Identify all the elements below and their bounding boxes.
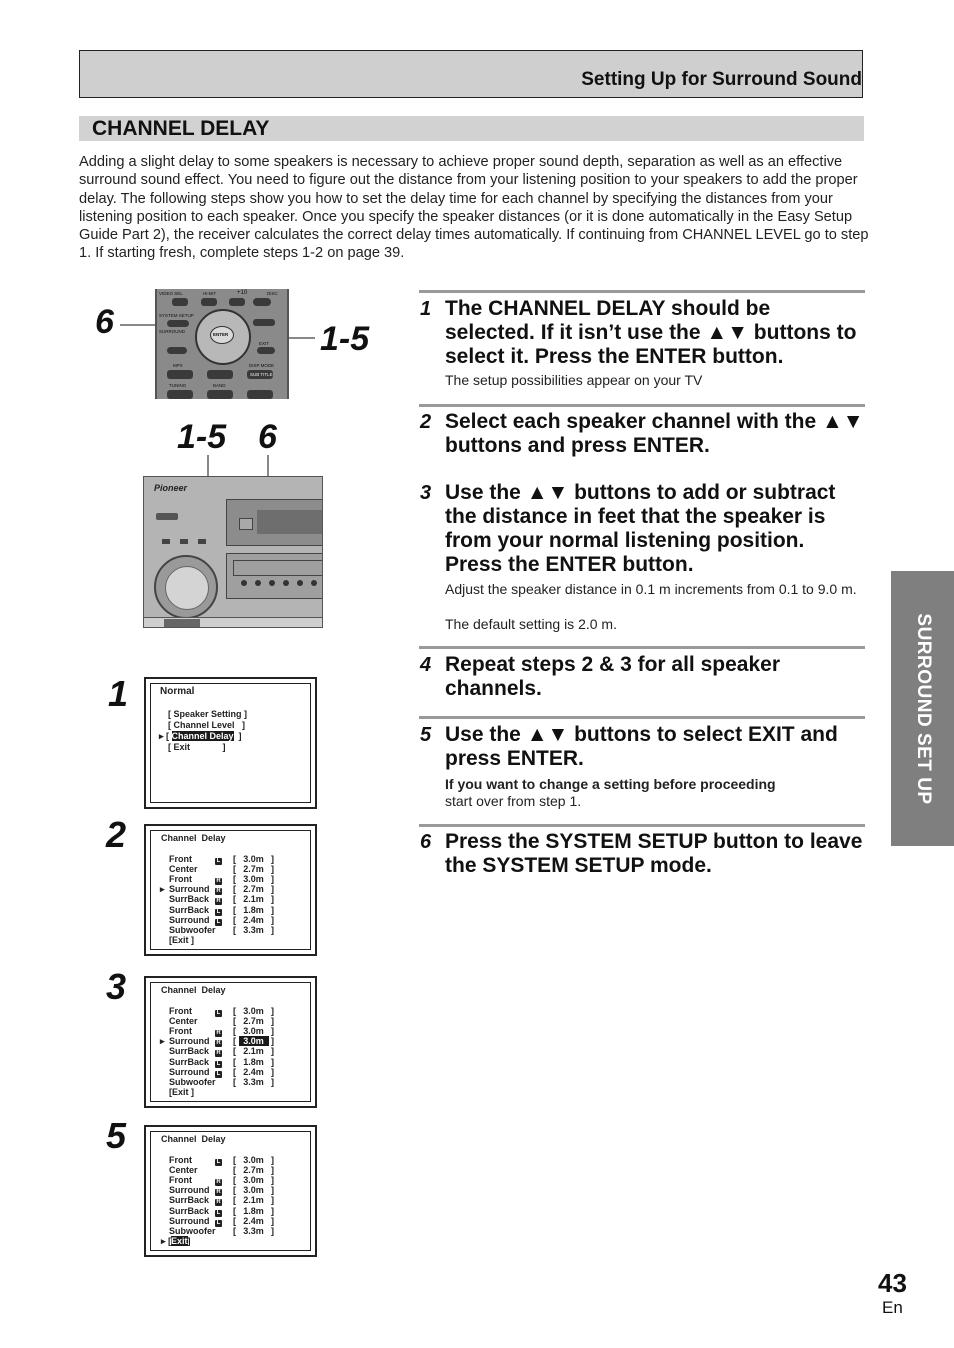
osd-channel-row: ▸ Surround R [ 3.0m ]: [160, 1036, 274, 1047]
step-title: Press the SYSTEM SETUP button to leave the SYSTEM SETUP mode.: [445, 830, 863, 877]
remote-label: TUNING: [169, 383, 187, 388]
osd-channel-name: SurrBack: [169, 1205, 210, 1216]
osd-channel-name: Surround: [169, 1215, 210, 1226]
osd-channel-row: SurrBack R [ 2.1m ]: [160, 1195, 310, 1206]
osd-channel-row: Subwoofer [ 3.3m ]: [160, 1226, 310, 1236]
side-tab: [891, 571, 954, 846]
osd-exit: [Exit ]: [169, 1087, 195, 1097]
osd-channel-row: Surround L [ 2.4m ]: [160, 915, 310, 926]
page-number: 43: [878, 1268, 907, 1298]
remote-button: [167, 370, 193, 379]
intro-paragraph: Adding a slight delay to some speakers is necessary to achieve proper sound depth, separation as well as an effective surround sound effect. You need to figure out the distance from your listening position to your speakers to add the proper delay. The following steps show you how to set the delay time for each channel by specifying the distances from your listening position to each speaker. Once you specify the speaker distances (or it is done automatically in the Easy Setup Guide Part 2), the receiver calculates the correct delay times automatically. If continuing from CHANNEL LEVEL go to step 1. If starting fresh, complete steps 1-2 on page 39.: [79, 154, 869, 262]
step-body-bold: If you want to change a setting before proceeding: [445, 776, 776, 792]
side-tab-label: SURROUND SET UP: [912, 612, 934, 805]
osd-channel-row: Surround L [ 2.4m ]: [160, 1216, 310, 1227]
osd-channel-tag: L: [216, 1219, 221, 1226]
osd-channel-name: Center: [169, 864, 198, 875]
osd-cursor: [160, 1057, 169, 1067]
system-setup-button: [167, 320, 189, 327]
osd-cursor: [160, 925, 169, 935]
osd-channel-row: Front L [ 3.0m ]: [160, 854, 310, 865]
osd-item: [ Exit ]: [168, 742, 226, 752]
osd-channel-value: 2.7m: [243, 1165, 264, 1176]
step-title: Repeat steps 2 & 3 for all speaker channels.: [445, 653, 780, 700]
osd-channel-value: 2.1m: [243, 1046, 264, 1057]
page-language: En: [882, 1298, 903, 1317]
osd-channel-tag: R: [216, 1179, 221, 1186]
osd-channel-tag: L: [216, 908, 221, 915]
osd-channel-value: 1.8m: [243, 904, 264, 915]
osd-cursor: [160, 1175, 169, 1185]
remote-label: HI-BIT: [203, 291, 216, 296]
osd-channel-tag: L: [216, 858, 221, 864]
remote-label: EXIT: [259, 341, 270, 346]
osd-channel-value: 3.0m: [243, 854, 264, 864]
osd-channel-value: 2.1m: [243, 1195, 264, 1206]
osd-channel-name: Front: [169, 1026, 192, 1037]
step-divider: [419, 716, 865, 719]
osd-channel-name: Center: [169, 1165, 198, 1176]
osd-channel-value: 3.3m: [243, 1225, 264, 1236]
step-title: Select each speaker channel with the ▲▼ buttons and press ENTER.: [445, 410, 864, 457]
remote-button: [257, 347, 275, 354]
osd-channel-value: 3.0m: [243, 1185, 264, 1196]
step-number: 2: [420, 411, 432, 433]
osd-channel-name: Surround: [169, 1066, 210, 1077]
osd-channel-value: 3.0m: [243, 1026, 264, 1037]
osd-channel-value: 3.0m: [243, 1175, 264, 1186]
osd-item: [ Speaker Setting ]: [168, 709, 248, 719]
osd-screen-channel-delay-3: [144, 976, 317, 1108]
osd-channel-name: Front: [169, 1155, 192, 1165]
remote-button: [247, 390, 273, 399]
remote-label: DISC: [267, 291, 278, 296]
remote-button: [253, 298, 271, 306]
osd-channel-name: Surround: [169, 884, 210, 895]
osd-channel-row: SurrBack L [ 1.8m ]: [160, 1206, 310, 1217]
osd-channel-value: 2.7m: [243, 864, 264, 875]
osd-channel-name: SurrBack: [169, 1056, 210, 1067]
osd-item: [ Channel Level ]: [168, 720, 246, 730]
osd-channel-value: 3.0m: [243, 1006, 264, 1016]
osd-cursor: [160, 1165, 169, 1175]
remote-button: [207, 390, 233, 399]
remote-label: SURROUND: [159, 329, 186, 334]
osd-screen-channel-delay-5: [144, 1125, 317, 1257]
osd-channel-row: Center [ 2.7m ]: [160, 1016, 310, 1026]
osd-channel-tag: L: [216, 1209, 221, 1216]
remote-button: [253, 319, 275, 326]
remote-label: VIDEO SEL: [159, 291, 183, 296]
step-body: Adjust the speaker distance in 0.1 m increments from 0.1 to 9.0 m.: [445, 581, 857, 597]
osd-cursor: [160, 894, 169, 904]
osd-channel-row: Front L [ 3.0m ]: [160, 1155, 310, 1166]
step-body: The default setting is 2.0 m.: [445, 616, 617, 632]
osd-cursor: [160, 905, 169, 915]
osd-channel-tag: L: [216, 1159, 221, 1165]
osd-channel-name: Center: [169, 1016, 198, 1027]
osd-channel-value: 3.0m: [243, 874, 264, 885]
osd-channel-name: Front: [169, 1006, 192, 1016]
step-title: Use the ▲▼ buttons to select EXIT and press ENTER.: [445, 723, 838, 770]
osd-channel-tag: R: [216, 1050, 221, 1057]
standby-button: [156, 513, 178, 520]
remote-label: BAND: [213, 383, 226, 388]
osd-channel-name: Front: [169, 874, 192, 885]
remote-callout-1-5: 1-5: [320, 320, 370, 358]
osd-channel-name: Front: [169, 1175, 192, 1186]
volume-knob: [154, 555, 218, 619]
osd-channel-value: 2.4m: [243, 1215, 264, 1226]
remote-label: DISP MODE: [249, 363, 275, 368]
osd-channel-value: 3.3m: [243, 1076, 264, 1087]
osd-cursor: [160, 1067, 169, 1077]
osd-cursor: [160, 1185, 169, 1195]
osd-channel-row: Front R [ 3.0m ]: [160, 1175, 310, 1186]
osd-channel-value: 1.8m: [243, 1205, 264, 1216]
osd-channel-tag: R: [216, 1030, 221, 1037]
osd-cursor: [160, 1226, 169, 1236]
osd-channel-tag: L: [216, 918, 221, 925]
step-divider: [419, 404, 865, 407]
receiver-illustration: [143, 476, 323, 628]
osd-exit-selected: ▸ [Exit]: [161, 1236, 191, 1246]
osd-title: Channel Delay: [161, 985, 226, 995]
display-window: [226, 499, 323, 546]
remote-button: [207, 370, 233, 379]
osd-cursor: [160, 1206, 169, 1216]
osd-channel-name: SurrBack: [169, 1195, 210, 1206]
remote-label: MPX: [173, 363, 183, 368]
remote-button: [167, 347, 187, 354]
osd-channel-row: SurrBack L [ 1.8m ]: [160, 905, 310, 916]
osd-channel-tag: R: [216, 898, 221, 905]
remote-label: ENTER: [213, 332, 229, 337]
osd-channel-tag: R: [216, 1199, 221, 1206]
osd-channel-value: 2.4m: [243, 914, 264, 925]
osd-channel-tag: R: [216, 1189, 221, 1196]
osd-screen-channel-delay-2: [144, 824, 317, 956]
osd-title: Channel Delay: [161, 1134, 226, 1144]
osd-cursor: [160, 854, 169, 864]
osd-channel-name: SurrBack: [169, 1046, 210, 1057]
osd-channel-name: Surround: [169, 1185, 210, 1196]
osd-channel-row: Center [ 2.7m ]: [160, 864, 310, 874]
step-divider: [419, 646, 865, 649]
osd-screen-normal: [144, 677, 317, 809]
remote-button: [167, 390, 193, 399]
receiver-callout-6: 6: [258, 418, 277, 456]
osd-cursor: [160, 1195, 169, 1205]
osd-channel-value: 2.7m: [243, 1016, 264, 1027]
step-divider: [419, 290, 865, 293]
header-title: Setting Up for Surround Sound: [581, 69, 862, 90]
remote-callout-6: 6: [95, 303, 114, 341]
osd-channel-row: SurrBack L [ 1.8m ]: [160, 1057, 310, 1068]
osd-cursor: [160, 1155, 169, 1165]
step-title: Use the ▲▼ buttons to add or subtract the distance in feet that the speaker is from your normal listening position. Press the ENTER button.: [445, 481, 836, 576]
osd-channel-row: Front R [ 3.0m ]: [160, 874, 310, 885]
osd-channel-name: SurrBack: [169, 904, 210, 915]
remote-button: [229, 298, 245, 306]
osd-channel-row: Front R [ 3.0m ]: [160, 1026, 310, 1037]
osd-channel-value: 2.1m: [243, 894, 264, 905]
osd-channel-name: Subwoofer: [169, 924, 216, 935]
step-number: 4: [420, 654, 432, 676]
screen-number-5: 5: [106, 1115, 127, 1156]
osd-channel-name: SurrBack: [169, 894, 210, 905]
screen-number-3: 3: [106, 966, 127, 1007]
osd-channel-row: Subwoofer [ 3.3m ]: [160, 1077, 310, 1087]
osd-channel-name: Surround: [169, 1036, 210, 1047]
remote-label: SYSTEM SETUP: [159, 313, 194, 318]
osd-channel-row: SurrBack R [ 2.1m ]: [160, 894, 310, 905]
osd-channel-value: 2.7m: [243, 884, 264, 895]
osd-channel-tag: L: [216, 1010, 221, 1016]
osd-highlight: Channel Delay: [171, 731, 234, 741]
osd-channel-value: 3.0m: [239, 1036, 269, 1046]
osd-cursor: ▸: [160, 884, 165, 895]
osd-channel-name: Subwoofer: [169, 1225, 216, 1236]
osd-channel-row: Center [ 2.7m ]: [160, 1165, 310, 1175]
osd-channel-tag: L: [216, 1060, 221, 1067]
receiver-callout-1-5: 1-5: [177, 418, 227, 456]
osd-channel-tag: R: [216, 888, 221, 895]
step-number: 6: [420, 831, 432, 853]
osd-channel-tag: R: [216, 1040, 221, 1047]
remote-button: [172, 298, 188, 306]
osd-highlight: Exit: [171, 1236, 188, 1246]
brand-logo: Pioneer: [154, 483, 188, 493]
section-title: CHANNEL DELAY: [92, 117, 270, 140]
osd-cursor: [160, 1016, 169, 1026]
step-body: start over from step 1.: [445, 793, 582, 809]
step-number: 3: [420, 482, 432, 504]
osd-exit: [Exit ]: [169, 935, 195, 945]
remote-label: SUB TITLE: [250, 372, 273, 377]
osd-title: Channel Delay: [161, 833, 226, 843]
osd-channel-row: Subwoofer [ 3.3m ]: [160, 925, 310, 935]
osd-channel-value: 3.0m: [243, 1155, 264, 1165]
osd-channel-row: Surround R [ 3.0m ]: [160, 1185, 310, 1196]
osd-cursor: [160, 864, 169, 874]
osd-channel-value: 1.8m: [243, 1056, 264, 1067]
osd-channel-row: Surround L [ 2.4m ]: [160, 1067, 310, 1078]
osd-channel-name: Front: [169, 854, 192, 864]
step-body: The setup possibilities appear on your TV: [445, 372, 703, 388]
osd-channel-value: 2.4m: [243, 1066, 264, 1077]
remote-control-illustration: [155, 289, 289, 399]
step-title: The CHANNEL DELAY should be selected. If it isn’t use the ▲▼ buttons to select it. Press the ENTER button.: [445, 297, 857, 368]
osd-cursor: [160, 1046, 169, 1056]
osd-cursor: [160, 1006, 169, 1016]
osd-channel-row: SurrBack R [ 2.1m ]: [160, 1046, 310, 1057]
osd-item-selected: ▸ [ Channel Delay ]: [159, 731, 242, 741]
screen-number-2: 2: [106, 814, 127, 855]
front-panel-buttons: [226, 553, 323, 599]
osd-channel-name: Subwoofer: [169, 1076, 216, 1087]
step-number: 1: [420, 298, 432, 320]
osd-cursor: ▸: [160, 1036, 165, 1047]
osd-cursor: [160, 915, 169, 925]
step-divider: [419, 824, 865, 827]
osd-title: Normal: [160, 686, 195, 697]
osd-channel-value: 3.3m: [243, 924, 264, 935]
osd-cursor: [160, 1077, 169, 1087]
osd-cursor: [160, 1216, 169, 1226]
osd-cursor: [160, 1026, 169, 1036]
osd-channel-row: ▸ Surround R [ 2.7m ]: [160, 884, 274, 895]
remote-label: +10: [237, 290, 248, 296]
osd-cursor: [160, 874, 169, 884]
screen-number-1: 1: [108, 673, 129, 714]
osd-channel-row: Front L [ 3.0m ]: [160, 1006, 310, 1017]
step-number: 5: [420, 724, 432, 746]
osd-channel-tag: R: [216, 878, 221, 885]
remote-button: [201, 298, 217, 306]
osd-channel-name: Surround: [169, 914, 210, 925]
osd-channel-tag: L: [216, 1070, 221, 1077]
